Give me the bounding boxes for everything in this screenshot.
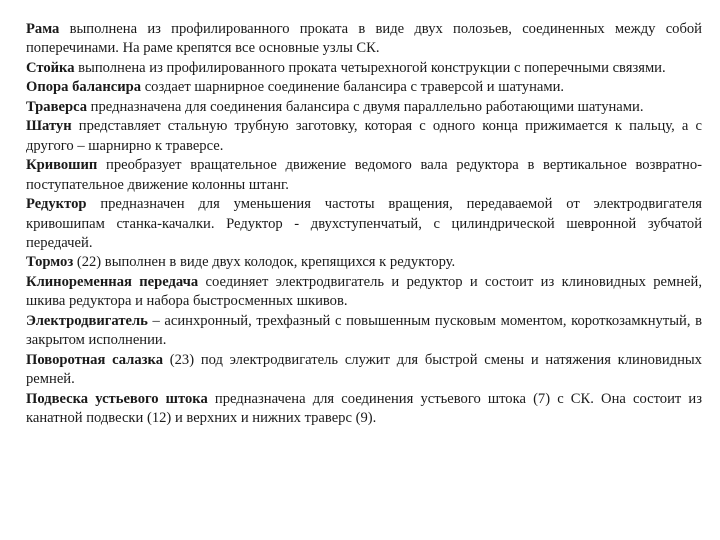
paragraph-crank xyxy=(26,156,702,195)
paragraph-electric-motor xyxy=(26,312,702,351)
paragraph-traverse xyxy=(26,98,702,117)
desc-traverse: предназначена для соединения балансира с двумя параллельно работающими шатунами. xyxy=(87,98,644,115)
desc-v-belt-drive: соединяет электродвигатель и редуктор и состоит из клиновидных ремней, шкива редуктора и набора быстросменных шкивов. xyxy=(26,273,702,310)
term-traverse: Траверса xyxy=(26,98,88,115)
paragraph-v-belt-drive xyxy=(26,273,702,312)
term-frame: Рама xyxy=(26,21,60,37)
term-brake: Тормоз xyxy=(26,254,74,271)
desc-stand: выполнена из профилированного проката четырехногой конструкции с поперечными связями. xyxy=(74,59,666,76)
term-electric-motor: Электродвигатель xyxy=(26,312,148,329)
paragraph-connecting-rod xyxy=(26,117,702,156)
term-stand: Стойка xyxy=(26,59,75,76)
term-polished-rod-hanger: Подвеска устьевого штока xyxy=(26,390,208,407)
desc-crank: преобразует вращательное движение ведомого вала редуктора в вертикальное возвратно-поступательное движение колонны штанг. xyxy=(26,157,702,193)
paragraph-balancer-support xyxy=(26,78,702,97)
desc-swivel-slide: (23) под электродвигатель служит для быстрой смены и натяжения клиновидных ремней. xyxy=(26,351,702,388)
paragraph-stand xyxy=(26,59,702,78)
desc-electric-motor: – асинхронный, трехфазный с повышенным пусковым моментом, короткозамкнутый, в закрытом исполнении. xyxy=(26,312,702,349)
paragraph-gearbox xyxy=(26,195,702,253)
paragraph-swivel-slide xyxy=(26,351,702,390)
desc-balancer-support: создает шарнирное соединение балансира с траверсой и шатунами. xyxy=(141,79,565,96)
desc-gearbox: предназначен для уменьшения частоты вращения, передаваемой от электродвигателя кривошипам станка-качалки. Редуктор - двухступенчатый, с цилиндрической шевронной зубчатой передачей. xyxy=(26,196,702,251)
document-body xyxy=(26,20,702,429)
paragraph-brake xyxy=(26,253,702,272)
term-swivel-slide: Поворотная салазка xyxy=(26,351,164,368)
term-balancer-support: Опора балансира xyxy=(26,79,142,96)
paragraph-frame xyxy=(26,20,702,59)
desc-frame: выполнена из профилированного проката в виде двух полозьев, соединенных между собой поперечинами. На раме крепятся все основные узлы СК. xyxy=(26,21,702,57)
desc-brake: (22) выполнен в виде двух колодок, крепящихся к редуктору. xyxy=(73,254,456,271)
term-v-belt-drive: Клиноременная передача xyxy=(26,273,199,290)
term-gearbox: Редуктор xyxy=(26,196,87,213)
desc-connecting-rod: представляет стальную трубную заготовку, которая с одного конца прижимается к пальцу, а с другого – шарнирно к траверсе. xyxy=(26,118,702,154)
desc-polished-rod-hanger: предназначена для соединения устьевого штока (7) с СК. Она состоит из канатной подвески (12) и верхних и нижних траверс (9). xyxy=(26,390,702,427)
term-crank: Кривошип xyxy=(26,157,98,174)
term-connecting-rod: Шатун xyxy=(26,118,72,135)
paragraph-polished-rod-hanger xyxy=(26,390,702,429)
